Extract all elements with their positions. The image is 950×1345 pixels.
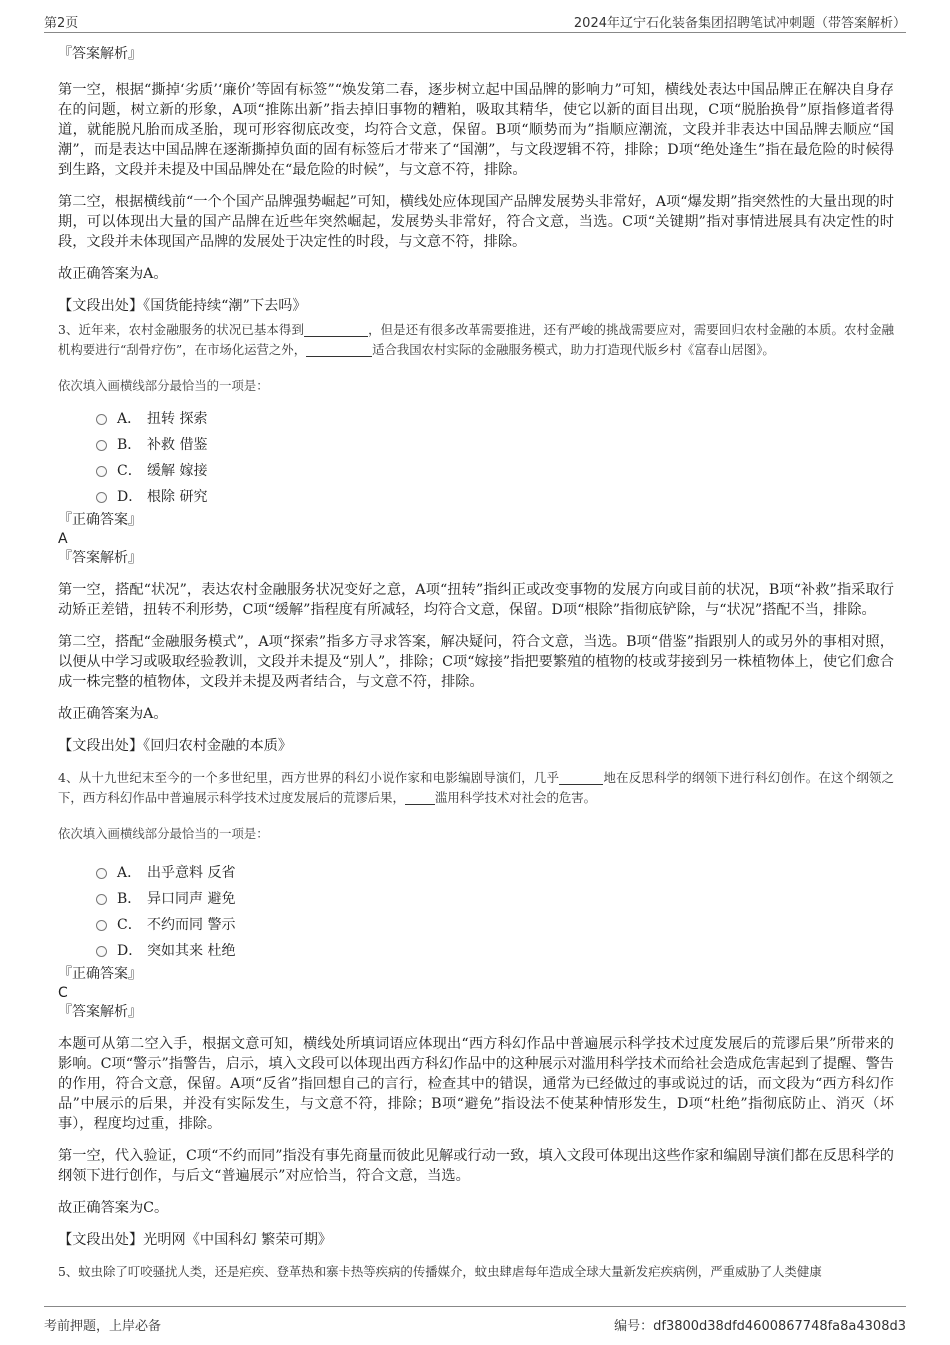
options-list — [58, 860, 894, 964]
analysis-paragraph: 本题可从第二空入手，根据文意可知，横线处所填词语应体现出“西方科幻作品中普遍展示科学技术过度发展后的荒谬后果”所带来的影响。C项“警示”指警告，启示，填入文段可以体现出西方科幻作品中的这种展示对滥用科学技术而给社会造成危害起到了提醒、警告的作用，符合文意，保留。A项“反省”指回想自己的言行，检查其中的错误，通常为已经做过的事或说过的话，而文段为“西方科幻作品”中展示的后果，并没有实际发生，与文意不符，排除；B项“避免”指设法不使某种情形发生，D项“杜绝”指彻底防止、消灭（坏事），程度均过重，排除。 — [58, 1036, 894, 1132]
analysis-label: 『答案解析』 — [58, 46, 142, 62]
footer-slogan: 考前押题，上岸必备 — [44, 1319, 162, 1334]
options-list — [58, 406, 894, 510]
page-header — [44, 8, 906, 33]
document-title: 2024年辽宁石化装备集团招聘笔试冲刺题（带答案解析） — [573, 16, 906, 31]
analysis-paragraph: 第一空，根据“撕掉‘劣质’‘廉价’等固有标签”“焕发第二春，逐步树立起中国品牌的影响力”可知，横线处表达中国品牌正在解决自身存在的问题，树立新的形象，A项“推陈出新”指去掉旧事物的糟粕，吸取其精华，使它以新的面目出现，C项“脱胎换骨”原指修道者得道，就能脱凡胎而成圣胎，现可形容彻底改变，均符合文意，保留。B项“顺势而为”指顺应潮流，文段并非表达中国品牌去顺应“国潮”，而是表达中国品牌在逐渐撕掉负面的固有标签后才带来了“国潮”，与文段逻辑不符，排除；D项“绝处逢生”指在最危险的时候得到生路，文段并未提及中国品牌处在“最危险的时候”，与文意不符，排除。 — [58, 82, 894, 178]
analysis-paragraph: 第二空，搭配“金融服务模式”，A项“探索”指多方寻求答案，解决疑问，符合文意，当选。B项“借鉴”指跟别人的或另外的事相对照，以便从中学习或吸取经验教训，文段并未提及“别人”，排除；C项“嫁接”指把要繁殖的植物的枝或芽接到另一株植物体上，使它们愈合成一株完整的植物体，文段并未提及两者结合，与文意不符，排除。 — [58, 634, 894, 690]
source: 【文段出处】光明网《中国科幻 繁荣可期》 — [58, 1232, 333, 1248]
option-d[interactable]: D． 根除 研究 — [58, 484, 894, 510]
radio-icon[interactable] — [96, 920, 107, 931]
radio-icon[interactable] — [96, 492, 107, 503]
radio-icon[interactable] — [96, 440, 107, 451]
analysis-paragraph: 第一空，代入验证，C项“不约而同”指没有事先商量而彼此见解或行动一致，填入文段可体现出这些作家和编剧导演们都在反思科学的纲领下进行创作，与后文“普遍展示”对应恰当，符合文意，当选。 — [58, 1148, 894, 1184]
question-stem: 3、近年来，农村金融服务的状况已基本得到 ，但是还有很多改革需要推进，还有严峻的挑战需要应对，需要回归农村金融的本质。农村金融机构要进行“刮骨疗伤”，在市场化运营之外， 适合我国农村实际的金融服务模式，助力打造现代版乡村《富春山居图》。 — [58, 322, 894, 357]
question-3 — [58, 320, 894, 756]
analysis-label: 『答案解析』 — [58, 550, 142, 566]
radio-icon[interactable] — [96, 868, 107, 879]
radio-icon[interactable] — [96, 946, 107, 957]
conclusion: 故正确答案为A。 — [58, 706, 168, 722]
radio-icon[interactable] — [96, 466, 107, 477]
option-b[interactable]: B． 异口同声 避免 — [58, 886, 894, 912]
answer-blank — [405, 790, 435, 805]
analysis-label: 『答案解析』 — [58, 1004, 142, 1020]
source: 【文段出处】《国货能持续“潮”下去吗》 — [58, 298, 307, 314]
question-stem: 4、从十九世纪末至今的一个多世纪里，西方世界的科幻小说作家和电影编剧导演们，几乎 地在反思科学的纲领下进行科幻创作。在这个纲领之下，西方科幻作品中普遍展示科学技术过度发展后的荒谬后果， 滥用科学技术对社会的危害。 — [58, 770, 894, 805]
page-content — [58, 44, 894, 1298]
correct-answer-label: 『正确答案』 — [58, 512, 142, 528]
option-c[interactable]: C． 缓解 嫁接 — [58, 458, 894, 484]
correct-answer-label: 『正确答案』 — [58, 966, 142, 982]
answer-blank — [304, 322, 368, 337]
correct-answer: C — [58, 985, 68, 1001]
option-d[interactable]: D． 突如其来 杜绝 — [58, 938, 894, 964]
document-code: 编号：df3800d38dfd4600867748fa8a4308d3 — [614, 1319, 906, 1334]
question-prompt: 依次填入画横线部分最恰当的一项是： — [58, 826, 269, 841]
analysis-paragraph: 第一空，搭配“状况”，表达农村金融服务状况变好之意，A项“扭转”指纠正或改变事物的发展方向或目前的状况，B项“补救”指采取行动矫正差错，扭转不利形势，C项“缓解”指程度有所减轻，均符合文意，保留。D项“根除”指彻底铲除，与“状况”搭配不当，排除。 — [58, 582, 894, 618]
question-5-partial: 5、蚊虫除了叮咬骚扰人类，还是疟疾、登革热和寨卡热等疾病的传播媒介，蚊虫肆虐每年造成全球大量新发疟疾病例，严重威胁了人类健康 — [58, 1264, 822, 1279]
correct-answer: A — [58, 531, 68, 547]
option-b[interactable]: B． 补救 借鉴 — [58, 432, 894, 458]
question-prompt: 依次填入画横线部分最恰当的一项是： — [58, 378, 269, 393]
conclusion: 故正确答案为A。 — [58, 266, 168, 282]
answer-blank — [306, 342, 372, 357]
analysis-paragraph: 第二空，根据横线前“一个个国产品牌强势崛起”可知，横线处应体现国产品牌发展势头非常好，A项“爆发期”指突然性的大量出现的时期，可以体现出大量的国产品牌在近些年突然崛起，发展势头非常好，符合文意，当选。C项“关键期”指对事情进展具有决定性的时段，文段并未体现国产品牌的发展处于决定性的时段，与文意不符，排除。 — [58, 194, 894, 250]
source: 【文段出处】《回归农村金融的本质》 — [58, 738, 293, 754]
conclusion: 故正确答案为C。 — [58, 1200, 169, 1216]
page-number: 第2页 — [44, 16, 79, 31]
option-c[interactable]: C． 不约而同 警示 — [58, 912, 894, 938]
radio-icon[interactable] — [96, 894, 107, 905]
radio-icon[interactable] — [96, 414, 107, 425]
answer-blank — [559, 770, 603, 785]
page-footer — [44, 1306, 906, 1335]
answer-analysis-block — [58, 44, 894, 316]
option-a[interactable]: A． 扭转 探索 — [58, 406, 894, 432]
question-4 — [58, 768, 894, 1250]
option-a[interactable]: A． 出乎意料 反省 — [58, 860, 894, 886]
